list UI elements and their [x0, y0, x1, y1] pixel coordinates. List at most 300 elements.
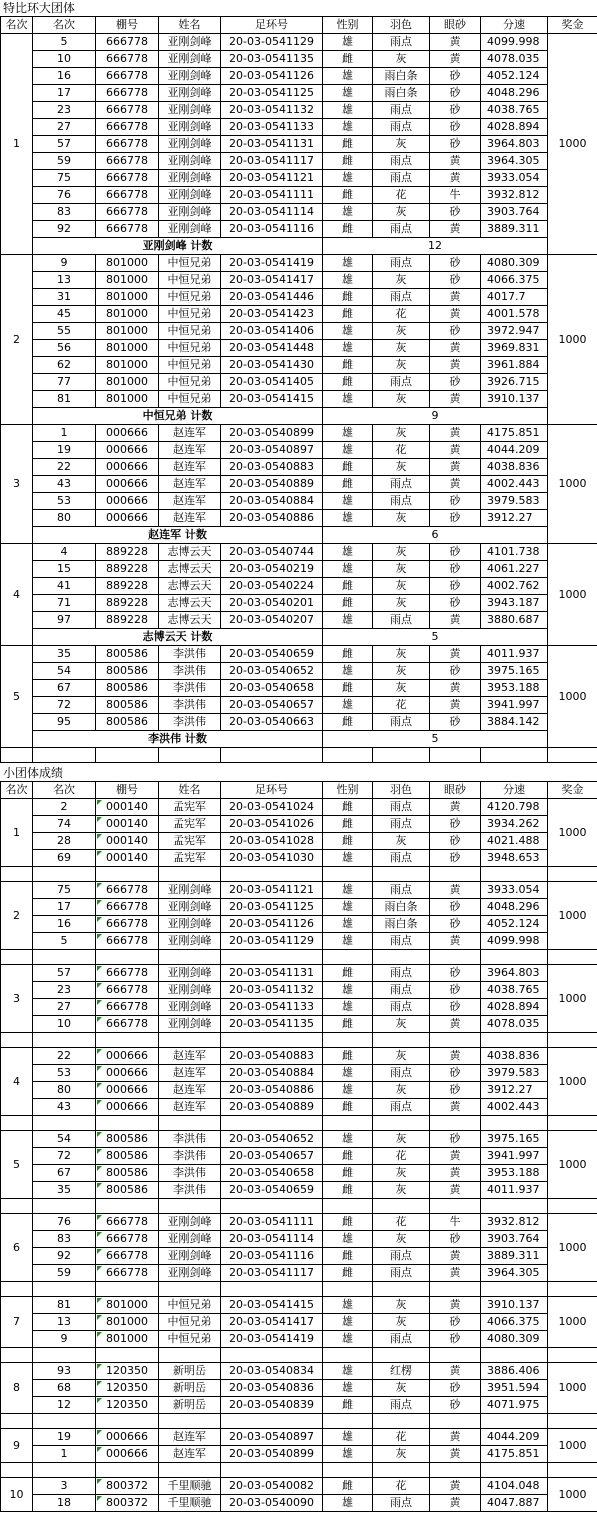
sex-cell: 雄 [323, 561, 373, 578]
loft-no-cell: 666778 [96, 1265, 159, 1282]
sex-cell: 雌 [323, 799, 373, 816]
blank-cell [159, 1348, 221, 1363]
color-cell: 灰 [373, 340, 430, 357]
eye-cell: 砂 [430, 1231, 481, 1248]
owner-name-cell: 亚刚剑峰 [159, 34, 221, 51]
speed-cell: 4078.035 [481, 1016, 548, 1033]
loft-no-cell: 000666 [96, 510, 159, 527]
speed-cell: 4001.578 [481, 306, 548, 323]
speed-cell: 4052.124 [481, 68, 548, 85]
ring-no-cell: 20-03-0540899 [221, 1446, 323, 1463]
group-prize-cell: 1000 [548, 34, 597, 255]
group-prize-cell: 1000 [548, 425, 597, 544]
table-row [1, 289, 597, 306]
ring-no-cell: 20-03-0540659 [221, 1182, 323, 1199]
sex-cell: 雄 [323, 1363, 373, 1380]
blank-cell [548, 1199, 597, 1214]
placing-cell: 55 [33, 323, 96, 340]
owner-name-cell: 亚刚剑峰 [159, 916, 221, 933]
color-cell: 灰 [373, 1131, 430, 1148]
ring-no-cell: 20-03-0541131 [221, 965, 323, 982]
loft-no-cell: 666778 [96, 221, 159, 238]
eye-cell: 黄 [430, 289, 481, 306]
color-cell: 雨点 [373, 850, 430, 867]
eye-cell: 黄 [430, 697, 481, 714]
loft-no-cell: 800586 [96, 1131, 159, 1148]
loft-no-cell: 800586 [96, 697, 159, 714]
blank-cell [373, 867, 430, 882]
placing-cell: 76 [33, 1214, 96, 1231]
table-row [1, 612, 597, 629]
blank-cell [221, 1116, 323, 1131]
blank-cell [481, 1282, 548, 1297]
eye-cell: 砂 [430, 1082, 481, 1099]
blank-cell [323, 1116, 373, 1131]
loft-no-cell: 800372 [96, 1478, 159, 1495]
owner-name-cell: 赵连军 [159, 1446, 221, 1463]
speed-cell: 4078.035 [481, 51, 548, 68]
sex-cell: 雌 [323, 357, 373, 374]
column-header: 分速 [481, 782, 548, 799]
owner-name-cell: 新明岳 [159, 1397, 221, 1414]
blank-cell [1, 1199, 33, 1214]
blank-cell [548, 1116, 597, 1131]
blank-row [1, 1463, 597, 1478]
color-cell: 花 [373, 187, 430, 204]
placing-cell: 53 [33, 493, 96, 510]
color-cell: 灰 [373, 561, 430, 578]
loft-no-cell: 800586 [96, 646, 159, 663]
speed-cell: 3953.188 [481, 1165, 548, 1182]
table-row [1, 1429, 597, 1446]
eye-cell: 砂 [430, 1131, 481, 1148]
sex-cell: 雄 [323, 255, 373, 272]
blank-cell [33, 748, 96, 763]
group-count-value: 6 [323, 527, 548, 544]
placing-cell: 22 [33, 1048, 96, 1065]
loft-no-cell: 889228 [96, 612, 159, 629]
blank-cell [323, 1199, 373, 1214]
group-count-row [1, 629, 597, 646]
ring-no-cell: 20-03-0540883 [221, 459, 323, 476]
loft-no-cell: 000140 [96, 850, 159, 867]
owner-name-cell: 李洪伟 [159, 1131, 221, 1148]
speed-cell: 4038.836 [481, 459, 548, 476]
group-prize-cell: 1000 [548, 1048, 597, 1116]
eye-cell: 黄 [430, 1363, 481, 1380]
blank-cell [1, 950, 33, 965]
sex-cell: 雌 [323, 1148, 373, 1165]
color-cell: 灰 [373, 1182, 430, 1199]
blank-cell [481, 1199, 548, 1214]
loft-no-cell: 889228 [96, 561, 159, 578]
group-rank-cell: 9 [1, 1429, 33, 1463]
group-count-label: 中恒兄弟 计数 [33, 408, 323, 425]
sex-cell: 雌 [323, 578, 373, 595]
color-cell: 灰 [373, 1297, 430, 1314]
blank-cell [33, 1116, 96, 1131]
loft-no-cell: 666778 [96, 85, 159, 102]
speed-cell: 3964.305 [481, 1265, 548, 1282]
color-cell: 雨点 [373, 170, 430, 187]
table-row [1, 933, 597, 950]
column-header: 奖金 [548, 782, 597, 799]
table-row [1, 850, 597, 867]
speed-cell: 4048.296 [481, 899, 548, 916]
color-cell: 灰 [373, 323, 430, 340]
group-prize-cell: 1000 [548, 882, 597, 950]
eye-cell: 砂 [430, 561, 481, 578]
placing-cell: 13 [33, 1314, 96, 1331]
loft-no-cell: 801000 [96, 1297, 159, 1314]
placing-cell: 5 [33, 34, 96, 51]
speed-cell: 3889.311 [481, 221, 548, 238]
blank-cell [323, 950, 373, 965]
table-row [1, 1165, 597, 1182]
owner-name-cell: 亚刚剑峰 [159, 965, 221, 982]
color-cell: 花 [373, 1148, 430, 1165]
placing-cell: 97 [33, 612, 96, 629]
color-cell: 雨点 [373, 1099, 430, 1116]
speed-cell: 4099.998 [481, 933, 548, 950]
loft-no-cell: 000666 [96, 493, 159, 510]
placing-cell: 80 [33, 1082, 96, 1099]
eye-cell: 砂 [430, 595, 481, 612]
speed-cell: 3880.687 [481, 612, 548, 629]
column-header: 羽色 [373, 17, 430, 34]
speed-cell: 4038.836 [481, 1048, 548, 1065]
eye-cell: 砂 [430, 85, 481, 102]
ring-no-cell: 20-03-0541419 [221, 255, 323, 272]
loft-no-cell: 000140 [96, 816, 159, 833]
blank-cell [323, 1282, 373, 1297]
eye-cell: 黄 [430, 882, 481, 899]
eye-cell: 砂 [430, 1380, 481, 1397]
color-cell: 花 [373, 1214, 430, 1231]
table-row [1, 680, 597, 697]
blank-cell [548, 748, 597, 763]
ring-no-cell: 20-03-0540884 [221, 1065, 323, 1082]
sex-cell: 雌 [323, 646, 373, 663]
speed-cell: 3933.054 [481, 882, 548, 899]
blank-cell [323, 748, 373, 763]
blank-cell [1, 867, 33, 882]
blank-cell [221, 950, 323, 965]
group-count-label: 李洪伟 计数 [33, 731, 323, 748]
eye-cell: 砂 [430, 510, 481, 527]
ring-no-cell: 20-03-0541133 [221, 999, 323, 1016]
eye-cell: 黄 [430, 1248, 481, 1265]
eye-cell: 黄 [430, 153, 481, 170]
loft-no-cell: 666778 [96, 102, 159, 119]
blank-cell [1, 1116, 33, 1131]
blank-cell [548, 1463, 597, 1478]
loft-no-cell: 801000 [96, 340, 159, 357]
ring-no-cell: 20-03-0541135 [221, 51, 323, 68]
ring-no-cell: 20-03-0540658 [221, 1165, 323, 1182]
blank-cell [373, 1282, 430, 1297]
table-row [1, 982, 597, 999]
placing-cell: 53 [33, 1065, 96, 1082]
eye-cell: 黄 [430, 1495, 481, 1512]
ring-no-cell: 20-03-0540659 [221, 646, 323, 663]
blank-cell [33, 1463, 96, 1478]
group-prize-cell: 1000 [548, 255, 597, 425]
table-row [1, 799, 597, 816]
speed-cell: 4101.738 [481, 544, 548, 561]
eye-cell: 砂 [430, 68, 481, 85]
table-row [1, 1231, 597, 1248]
group-rank-cell: 1 [1, 799, 33, 867]
ring-no-cell: 20-03-0541116 [221, 1248, 323, 1265]
group-rank-cell: 4 [1, 1048, 33, 1116]
blank-cell [430, 867, 481, 882]
column-header: 奖金 [548, 17, 597, 34]
table-row [1, 493, 597, 510]
sex-cell: 雄 [323, 916, 373, 933]
table-row [1, 340, 597, 357]
eye-cell: 黄 [430, 442, 481, 459]
loft-no-cell: 801000 [96, 255, 159, 272]
speed-cell: 4002.443 [481, 1099, 548, 1116]
placing-cell: 17 [33, 85, 96, 102]
blank-cell [33, 1414, 96, 1429]
sex-cell: 雄 [323, 1429, 373, 1446]
placing-cell: 92 [33, 1248, 96, 1265]
group-rank-cell: 3 [1, 425, 33, 544]
color-cell: 灰 [373, 663, 430, 680]
eye-cell: 黄 [430, 1048, 481, 1065]
table-row [1, 357, 597, 374]
column-header: 棚号 [96, 17, 159, 34]
blank-cell [481, 1463, 548, 1478]
owner-name-cell: 孟宪军 [159, 816, 221, 833]
blank-cell [33, 1282, 96, 1297]
table-row [1, 1495, 597, 1512]
loft-no-cell: 800586 [96, 680, 159, 697]
owner-name-cell: 志博云天 [159, 578, 221, 595]
placing-cell: 83 [33, 1231, 96, 1248]
speed-cell: 4044.209 [481, 442, 548, 459]
eye-cell: 黄 [430, 933, 481, 950]
eye-cell: 黄 [430, 425, 481, 442]
owner-name-cell: 中恒兄弟 [159, 323, 221, 340]
table-row [1, 1446, 597, 1463]
ring-no-cell: 20-03-0541026 [221, 816, 323, 833]
table-row [1, 306, 597, 323]
placing-cell: 93 [33, 1363, 96, 1380]
blank-cell [481, 1348, 548, 1363]
column-header: 分速 [481, 17, 548, 34]
sex-cell: 雌 [323, 1048, 373, 1065]
loft-no-cell: 800586 [96, 663, 159, 680]
blank-cell [430, 1282, 481, 1297]
table-row [1, 1248, 597, 1265]
loft-no-cell: 666778 [96, 1248, 159, 1265]
blank-row [1, 950, 597, 965]
owner-name-cell: 赵连军 [159, 1099, 221, 1116]
blank-cell [548, 1348, 597, 1363]
eye-cell: 砂 [430, 272, 481, 289]
loft-no-cell: 000666 [96, 1429, 159, 1446]
loft-no-cell: 000666 [96, 442, 159, 459]
loft-no-cell: 000666 [96, 1082, 159, 1099]
speed-cell: 3975.165 [481, 1131, 548, 1148]
table-row [1, 1065, 597, 1082]
owner-name-cell: 亚刚剑峰 [159, 85, 221, 102]
owner-name-cell: 中恒兄弟 [159, 272, 221, 289]
owner-name-cell: 中恒兄弟 [159, 255, 221, 272]
ring-no-cell: 20-03-0541415 [221, 1297, 323, 1314]
ring-no-cell: 20-03-0540224 [221, 578, 323, 595]
sex-cell: 雌 [323, 289, 373, 306]
blank-row [1, 748, 597, 763]
ring-no-cell: 20-03-0541132 [221, 102, 323, 119]
owner-name-cell: 中恒兄弟 [159, 374, 221, 391]
eye-cell: 砂 [430, 255, 481, 272]
speed-cell: 4052.124 [481, 916, 548, 933]
speed-cell: 4099.998 [481, 34, 548, 51]
sex-cell: 雄 [323, 544, 373, 561]
eye-cell: 砂 [430, 714, 481, 731]
color-cell: 雨点 [373, 816, 430, 833]
group-rank-cell: 3 [1, 965, 33, 1033]
sex-cell: 雌 [323, 153, 373, 170]
loft-no-cell: 800586 [96, 1165, 159, 1182]
group-rank-cell: 8 [1, 1363, 33, 1414]
color-cell: 灰 [373, 136, 430, 153]
speed-cell: 4017.7 [481, 289, 548, 306]
group-prize-cell: 1000 [548, 1363, 597, 1414]
table-row [1, 833, 597, 850]
sex-cell: 雄 [323, 323, 373, 340]
eye-cell: 砂 [430, 965, 481, 982]
ring-no-cell: 20-03-0540657 [221, 697, 323, 714]
eye-cell: 砂 [430, 899, 481, 916]
table-row [1, 714, 597, 731]
table-row [1, 102, 597, 119]
placing-cell: 71 [33, 595, 96, 612]
eye-cell: 砂 [430, 816, 481, 833]
owner-name-cell: 李洪伟 [159, 1182, 221, 1199]
blank-cell [548, 950, 597, 965]
eye-cell: 黄 [430, 476, 481, 493]
placing-cell: 3 [33, 1478, 96, 1495]
owner-name-cell: 中恒兄弟 [159, 357, 221, 374]
sex-cell: 雄 [323, 850, 373, 867]
color-cell: 雨点 [373, 34, 430, 51]
ring-no-cell: 20-03-0541125 [221, 899, 323, 916]
blank-cell [96, 867, 159, 882]
blank-cell [159, 1033, 221, 1048]
table-row [1, 646, 597, 663]
column-header: 足环号 [221, 782, 323, 799]
blank-cell [548, 867, 597, 882]
sex-cell: 雌 [323, 1165, 373, 1182]
placing-cell: 72 [33, 697, 96, 714]
color-cell: 灰 [373, 833, 430, 850]
placing-cell: 56 [33, 340, 96, 357]
sex-cell: 雌 [323, 1397, 373, 1414]
table-row [1, 544, 597, 561]
sex-cell: 雌 [323, 816, 373, 833]
placing-cell: 19 [33, 442, 96, 459]
loft-no-cell: 000140 [96, 799, 159, 816]
ring-no-cell: 20-03-0540658 [221, 680, 323, 697]
color-cell: 灰 [373, 1314, 430, 1331]
placing-cell: 67 [33, 1165, 96, 1182]
eye-cell: 砂 [430, 1314, 481, 1331]
owner-name-cell: 孟宪军 [159, 799, 221, 816]
speed-cell: 4080.309 [481, 255, 548, 272]
ring-no-cell: 20-03-0541430 [221, 357, 323, 374]
sex-cell: 雄 [323, 1131, 373, 1148]
owner-name-cell: 亚刚剑峰 [159, 882, 221, 899]
sex-cell: 雄 [323, 340, 373, 357]
blank-cell [1, 1033, 33, 1048]
owner-name-cell: 千里顺驰 [159, 1478, 221, 1495]
owner-name-cell: 赵连军 [159, 459, 221, 476]
owner-name-cell: 孟宪军 [159, 833, 221, 850]
blank-cell [96, 1414, 159, 1429]
color-cell: 雨点 [373, 476, 430, 493]
speed-cell: 3979.583 [481, 493, 548, 510]
column-header: 姓名 [159, 782, 221, 799]
ring-no-cell: 20-03-0540201 [221, 595, 323, 612]
eye-cell: 砂 [430, 916, 481, 933]
eye-cell: 砂 [430, 204, 481, 221]
speed-cell: 3948.653 [481, 850, 548, 867]
eye-cell: 黄 [430, 1165, 481, 1182]
ring-no-cell: 20-03-0541030 [221, 850, 323, 867]
ring-no-cell: 20-03-0541121 [221, 882, 323, 899]
group-prize-cell: 1000 [548, 1214, 597, 1282]
speed-cell: 3964.305 [481, 153, 548, 170]
sex-cell: 雌 [323, 1182, 373, 1199]
placing-cell: 57 [33, 965, 96, 982]
group-rank-cell: 5 [1, 1131, 33, 1199]
header-row [1, 782, 597, 799]
table-row [1, 221, 597, 238]
table-row [1, 1380, 597, 1397]
blank-cell [159, 950, 221, 965]
placing-cell: 1 [33, 1446, 96, 1463]
color-cell: 灰 [373, 544, 430, 561]
placing-cell: 68 [33, 1380, 96, 1397]
sex-cell: 雌 [323, 476, 373, 493]
speed-cell: 4047.887 [481, 1495, 548, 1512]
owner-name-cell: 赵连军 [159, 425, 221, 442]
eye-cell: 黄 [430, 1099, 481, 1116]
color-cell: 灰 [373, 391, 430, 408]
sex-cell: 雄 [323, 170, 373, 187]
owner-name-cell: 新明岳 [159, 1363, 221, 1380]
color-cell: 雨点 [373, 153, 430, 170]
color-cell: 雨点 [373, 374, 430, 391]
blank-cell [33, 1199, 96, 1214]
eye-cell: 砂 [430, 999, 481, 1016]
column-header: 棚号 [96, 782, 159, 799]
blank-cell [430, 1348, 481, 1363]
placing-cell: 10 [33, 51, 96, 68]
table-row [1, 1148, 597, 1165]
group-count-value: 12 [323, 238, 548, 255]
loft-no-cell: 120350 [96, 1397, 159, 1414]
eye-cell: 砂 [430, 493, 481, 510]
blank-cell [430, 950, 481, 965]
blank-cell [373, 748, 430, 763]
table-row [1, 476, 597, 493]
